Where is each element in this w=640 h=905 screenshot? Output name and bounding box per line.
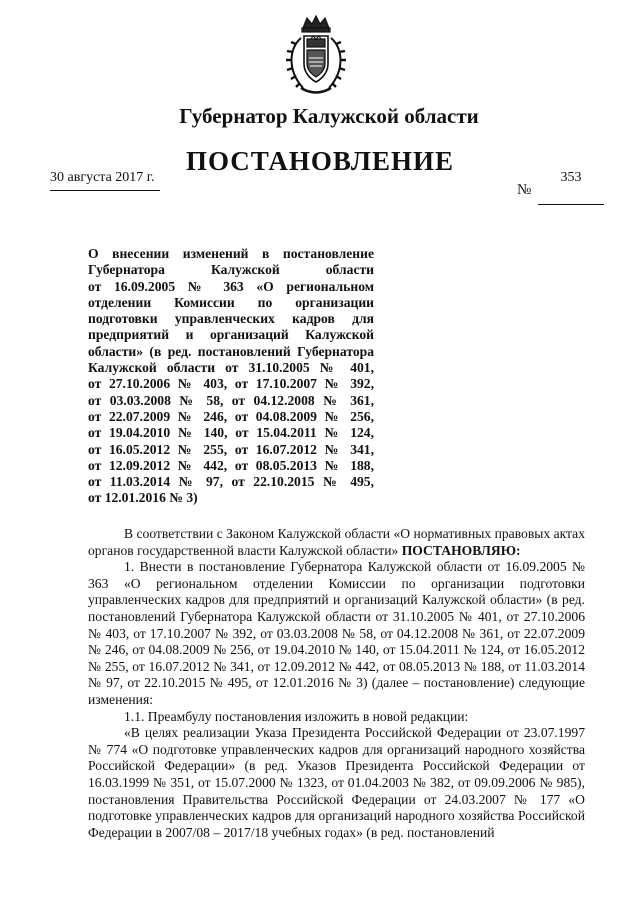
item-1-paragraph: 1. Внести в постановление Губернатора Калужской области от 16.09.2005 № 363 «О региональном отделении Комиссии по организации подготовки управленческих кадров для предприятий и организаций Калужской области» (в ред. постановлений Губернатора Калужской области от 31.10.2005 № 401, от 27.10.2006 № 403, от 17.10.2007 № 392, от 03.03.2008 № 58, от 04.12.2008 № 361, от 22.07.2009 № 246, от 04.08.2009 № 256, от 19.04.2010 № 140, от 15.04.2011 № 124, от 16.05.2012 № 255, от 16.07.2012 № 341, от 12.09.2012 № 442, от 08.05.2013 № 188, от 11.03.2014 № 97, от 22.10.2015 № 495, от 12.01.2016 № 3) (далее – постановление) следующие изменения:	[88, 559, 585, 707]
preamble-paragraph	[88, 526, 585, 559]
subject-line: подготовки управленческих кадров для	[88, 311, 374, 327]
subject-line: от 19.04.2010 № 140, от 15.04.2011 № 124,	[88, 425, 374, 441]
document-type-title: ПОСТАНОВЛЕНИЕ	[185, 146, 455, 176]
subject-line: от 03.03.2008 № 58, от 04.12.2008 № 361,	[88, 392, 374, 408]
document-body	[88, 526, 585, 841]
document-number-label: №	[517, 182, 532, 198]
subject-line: от 11.03.2014 № 97, от 22.10.2015 № 495,	[88, 474, 374, 490]
subject-line: Калужской области от 31.10.2005 № 401,	[88, 360, 374, 376]
subject-line: отделении Комиссии по организации	[88, 294, 374, 310]
document-number: 353	[538, 170, 604, 205]
quoted-preamble-paragraph: «В целях реализации Указа Президента Российской Федерации от 23.07.1997 № 774 «О подготовке управленческих кадров для организаций народного хозяйства Российской Федерации» (в ред. Указов Президента Российской Федерации от 16.03.1999 № 351, от 15.07.2000 № 1323, от 01.04.2003 № 382, от 09.09.2006 № 985), постановления Правительства Российской Федерации от 24.03.2007 № 177 «О подготовке управленческих кадров для организаций народного хозяйства Российской Федерации в 2007/08 – 2017/18 учебных годах» (в ред. постановлений	[88, 725, 585, 840]
subject-line: от 22.07.2009 № 246, от 04.08.2009 № 256,	[88, 408, 374, 424]
subject-line: О внесении изменений в постановление	[88, 246, 374, 261]
subject-line: от 16.09.2005 № 363 «О региональном	[88, 278, 374, 294]
document-date: 30 августа 2017 г.	[50, 170, 160, 191]
subject-line: от 16.05.2012 № 255, от 16.07.2012 № 341,	[88, 441, 374, 457]
decree-word: ПОСТАНОВЛЯЮ:	[401, 542, 521, 558]
subject-line: области» (в ред. постановлений Губернатора	[88, 343, 374, 359]
issuing-authority: Губернатор Калужской области	[179, 104, 479, 128]
document-subject	[88, 246, 374, 507]
coat-of-arms-icon	[281, 14, 351, 98]
item-1-1-paragraph: 1.1. Преамбулу постановления изложить в новой редакции:	[124, 708, 469, 724]
subject-line: предприятий и организаций Калужской	[88, 327, 374, 343]
subject-line: от 27.10.2006 № 403, от 17.10.2007 № 392,	[88, 376, 374, 392]
preamble-text: В соответствии с Законом Калужской области «О нормативных правовых актах органов государственной власти Калужской области»	[88, 526, 585, 558]
subject-line: от 12.09.2012 № 442, от 08.05.2013 № 188,	[88, 457, 374, 473]
subject-line: от 12.01.2016 № 3)	[88, 490, 198, 506]
subject-line: Губернатора Калужской области	[88, 262, 374, 278]
